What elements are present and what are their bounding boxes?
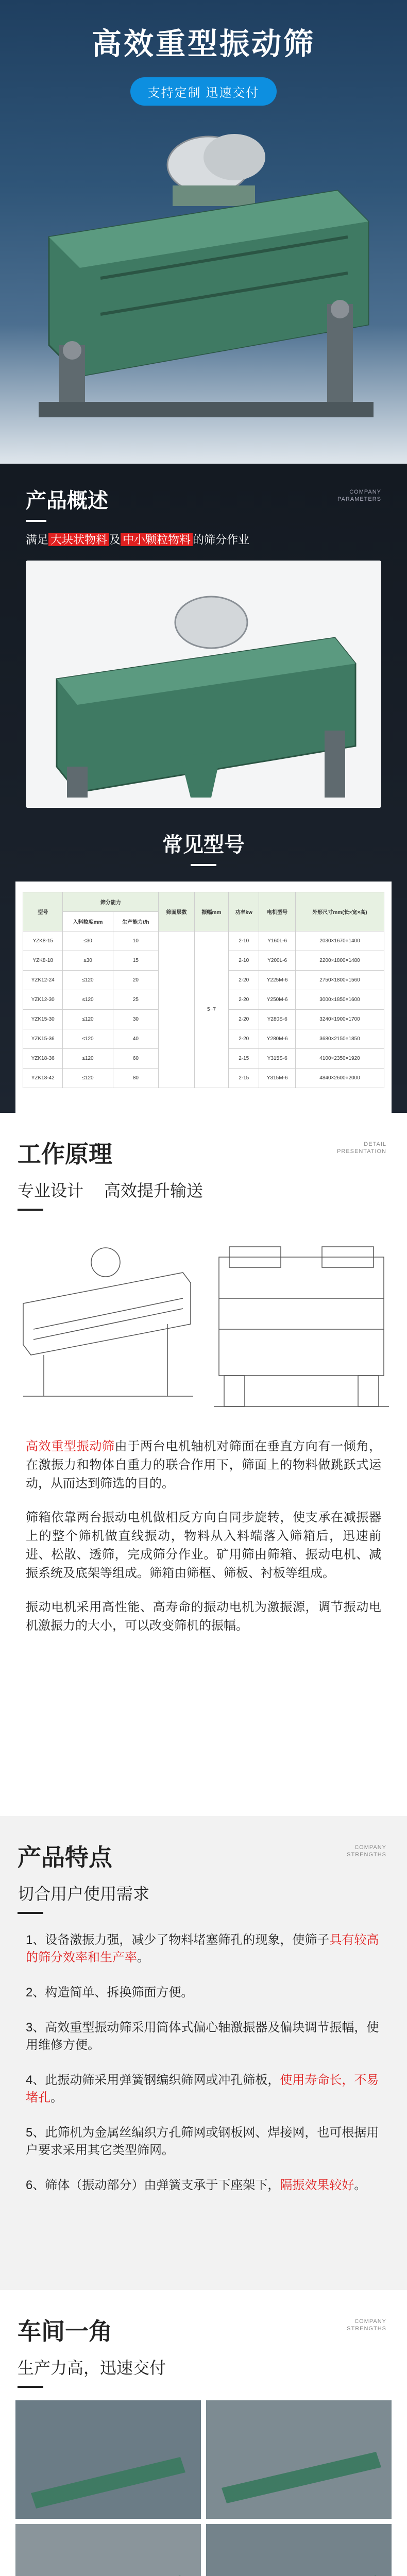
th-motor: 电机型号 [259,892,296,931]
overview-heading-en: COMPANY PARAMETERS [337,489,381,502]
features-underline [18,1912,43,1914]
overview-section [0,464,407,1113]
models-table [23,892,384,1088]
cell-feed-size: ≤30 [63,931,113,951]
principle-heading-en: DETAIL PRESENTATION [337,1141,386,1155]
cell-power: 2-20 [229,1029,259,1049]
cell-capacity: 60 [113,1049,159,1069]
feature-item [0,2124,407,2159]
feature-item-red: 使用寿命长，不易堵孔 [26,2073,379,2105]
feature-item [0,2177,407,2194]
cell-feed-size: ≤120 [63,1010,113,1029]
cell-motor: Y250M-6 [259,990,296,1010]
feature-list [0,1931,407,2194]
cell-capacity: 10 [113,931,159,951]
overview-heading: 产品概述 [26,489,108,512]
workshop-underline [18,2386,43,2388]
principle-heading: 工作原理 [18,1141,112,1167]
cell-amplitude: 5~7 [194,931,228,1088]
th-dims: 外形尺寸mm(长×宽×高) [295,892,384,931]
workshop-heading: 车间一角 [18,2318,112,2345]
cell-dims: 3240×1900×1700 [295,1010,384,1029]
principle-paragraph-2: 筛箱依靠两台振动电机做相反方向自同步旋转，使支承在减振器上的整个筛机做直线振动，物料从入料端落入筛箱后，迅速前进、松散、透筛，完成筛分作业。矿用筛由筛箱、振动电机、减振系统及底架等组成。筛箱由筛框、筛板、衬板等组成。 [26,1511,381,1580]
cell-motor: Y200L-6 [259,951,296,971]
cell-model: YZK12-24 [23,971,63,990]
principle-section [0,1113,407,1816]
features-subheading: 切合用户使用需求 [18,1885,150,1903]
feature-item [0,2019,407,2054]
overview-highlight-2: 中小颗粒物料 [121,533,193,546]
workshop-heading-en: COMPANY STRENGTHS [347,2318,386,2332]
vibrating-screen-machine-image [18,108,389,438]
cell-model: YZK15-30 [23,1010,63,1029]
hero-subtitle-badge: 支持定制 迅速交付 [130,77,277,106]
workshop-photos [15,2400,392,2576]
cell-motor: Y225M-6 [259,971,296,990]
feature-item-pre: 2、构造简单、拆换筛面方便。 [26,1986,194,1999]
cell-dims: 2750×1800×1560 [295,971,384,990]
overview-highlight-1: 大块状物料 [48,533,109,546]
cell-layers [159,931,195,1088]
principle-subheading [0,1170,407,1201]
cell-dims: 2200×1800×1480 [295,951,384,971]
principle-underline [18,1209,43,1211]
feature-item-post: 。 [50,2091,63,2105]
cell-capacity: 15 [113,951,159,971]
principle-paragraph-3: 振动电机采用高性能、高寿命的振动电机为激振源，调节振动电机激振力的大小，可以改变筛机的振幅。 [26,1600,381,1633]
cell-motor: Y160L-6 [259,931,296,951]
models-heading: 常见型号 [162,834,245,856]
cell-power: 2-10 [229,951,259,971]
cell-capacity: 30 [113,1010,159,1029]
feature-item [0,1931,407,1967]
cell-capacity: 40 [113,1029,159,1049]
overview-text-mid: 及 [109,533,121,546]
principle-para1-highlight: 高效重型振动筛 [26,1439,115,1453]
feature-item-red: 隔振效果较好 [280,2178,354,2192]
overview-text-post: 的筛分作业 [193,533,250,546]
th-feed-size: 入料粒度mm [63,912,113,931]
cell-power: 2-10 [229,931,259,951]
feature-item-pre: 4、此振动筛采用弹簧钢编织筛网或冲孔筛板， [26,2073,280,2087]
cell-power: 2-15 [229,1069,259,1088]
principle-para1-text: 由于两台电机轴机对筛面在垂直方向有一倾角，在激振力和物体自重力的联合作用下，筛面上的物料做跳跃式运动，从而达到筛选的目的。 [26,1439,382,1490]
cell-feed-size: ≤120 [63,971,113,990]
cell-motor: Y315S-6 [259,1049,296,1069]
feature-item-pre: 5、此筛机为金属丝编织方孔筛网或钢板网、焊接网，也可根据用户要求采用其它类型筛网。 [26,2126,379,2157]
cell-model: YZK18-42 [23,1069,63,1088]
cell-power: 2-15 [229,1049,259,1069]
cell-capacity: 25 [113,990,159,1010]
cell-model: YZK12-30 [23,990,63,1010]
features-heading-en: COMPANY STRENGTHS [347,1844,386,1858]
cell-power: 2-20 [229,990,259,1010]
hero-banner [0,0,407,464]
cell-dims: 2030×1670×1400 [295,931,384,951]
features-section [0,1816,407,2290]
feature-item [0,1984,407,2002]
cell-feed-size: ≤120 [63,1049,113,1069]
th-layers: 筛面层数 [159,892,195,931]
cell-dims: 3000×1850×1600 [295,990,384,1010]
cell-power: 2-20 [229,971,259,990]
overview-text [0,522,407,547]
cell-motor: Y280S-6 [259,1010,296,1029]
cell-power: 2-20 [229,1010,259,1029]
th-screen-specs: 筛分能力 [63,892,159,912]
cell-model: YZK18-36 [23,1049,63,1069]
models-underline [191,864,216,866]
heading-underline [26,520,46,522]
hero-title: 高效重型振动筛 [91,27,315,61]
feature-item [0,2072,407,2107]
overview-text-pre: 满足 [26,533,49,546]
principle-sub1: 专业设计 [18,1181,84,1200]
th-power: 功率kw [229,892,259,931]
structure-diagram [13,1226,394,1422]
feature-item-red: 具有较高的筛分效率和生产率 [26,1933,379,1964]
cell-model: YZK15-36 [23,1029,63,1049]
cell-feed-size: ≤120 [63,1069,113,1088]
cell-capacity: 20 [113,971,159,990]
cell-feed-size: ≤30 [63,951,113,971]
th-model: 型号 [23,892,63,931]
features-heading: 产品特点 [18,1844,112,1871]
feature-item-post: 。 [137,1951,149,1964]
table-row [23,931,384,951]
feature-item-pre: 1、设备激振力强，减少了物料堵塞筛孔的现象，使筛子 [26,1933,330,1947]
cell-feed-size: ≤120 [63,1029,113,1049]
principle-paragraph-1 [0,1437,407,1493]
feature-item-post: 。 [354,2178,367,2192]
th-capacity: 生产能力t/h [113,912,159,931]
cell-dims: 4840×2600×2000 [295,1069,384,1088]
cell-dims: 3680×2150×1850 [295,1029,384,1049]
th-amplitude: 振幅mm [194,892,228,931]
cell-motor: Y280M-6 [259,1029,296,1049]
cell-motor: Y315M-6 [259,1069,296,1088]
workshop-section [0,2290,407,2576]
feature-item-pre: 3、高效重型振动筛采用筒体式偏心轴激振器及偏块调节振幅，使用维修方便。 [26,2021,379,2052]
cell-dims: 4100×2350×1920 [295,1049,384,1069]
cell-capacity: 80 [113,1069,159,1088]
feature-item-pre: 6、筛体（振动部分）由弹簧支承于下座架下， [26,2178,280,2192]
product-photo [26,561,381,808]
workshop-subheading: 生产力高，迅速交付 [18,2359,166,2377]
cell-model: YZK8-18 [23,951,63,971]
cell-model: YZK8-15 [23,931,63,951]
cell-feed-size: ≤120 [63,990,113,1010]
principle-sub2: 高效提升输送 [104,1181,204,1200]
